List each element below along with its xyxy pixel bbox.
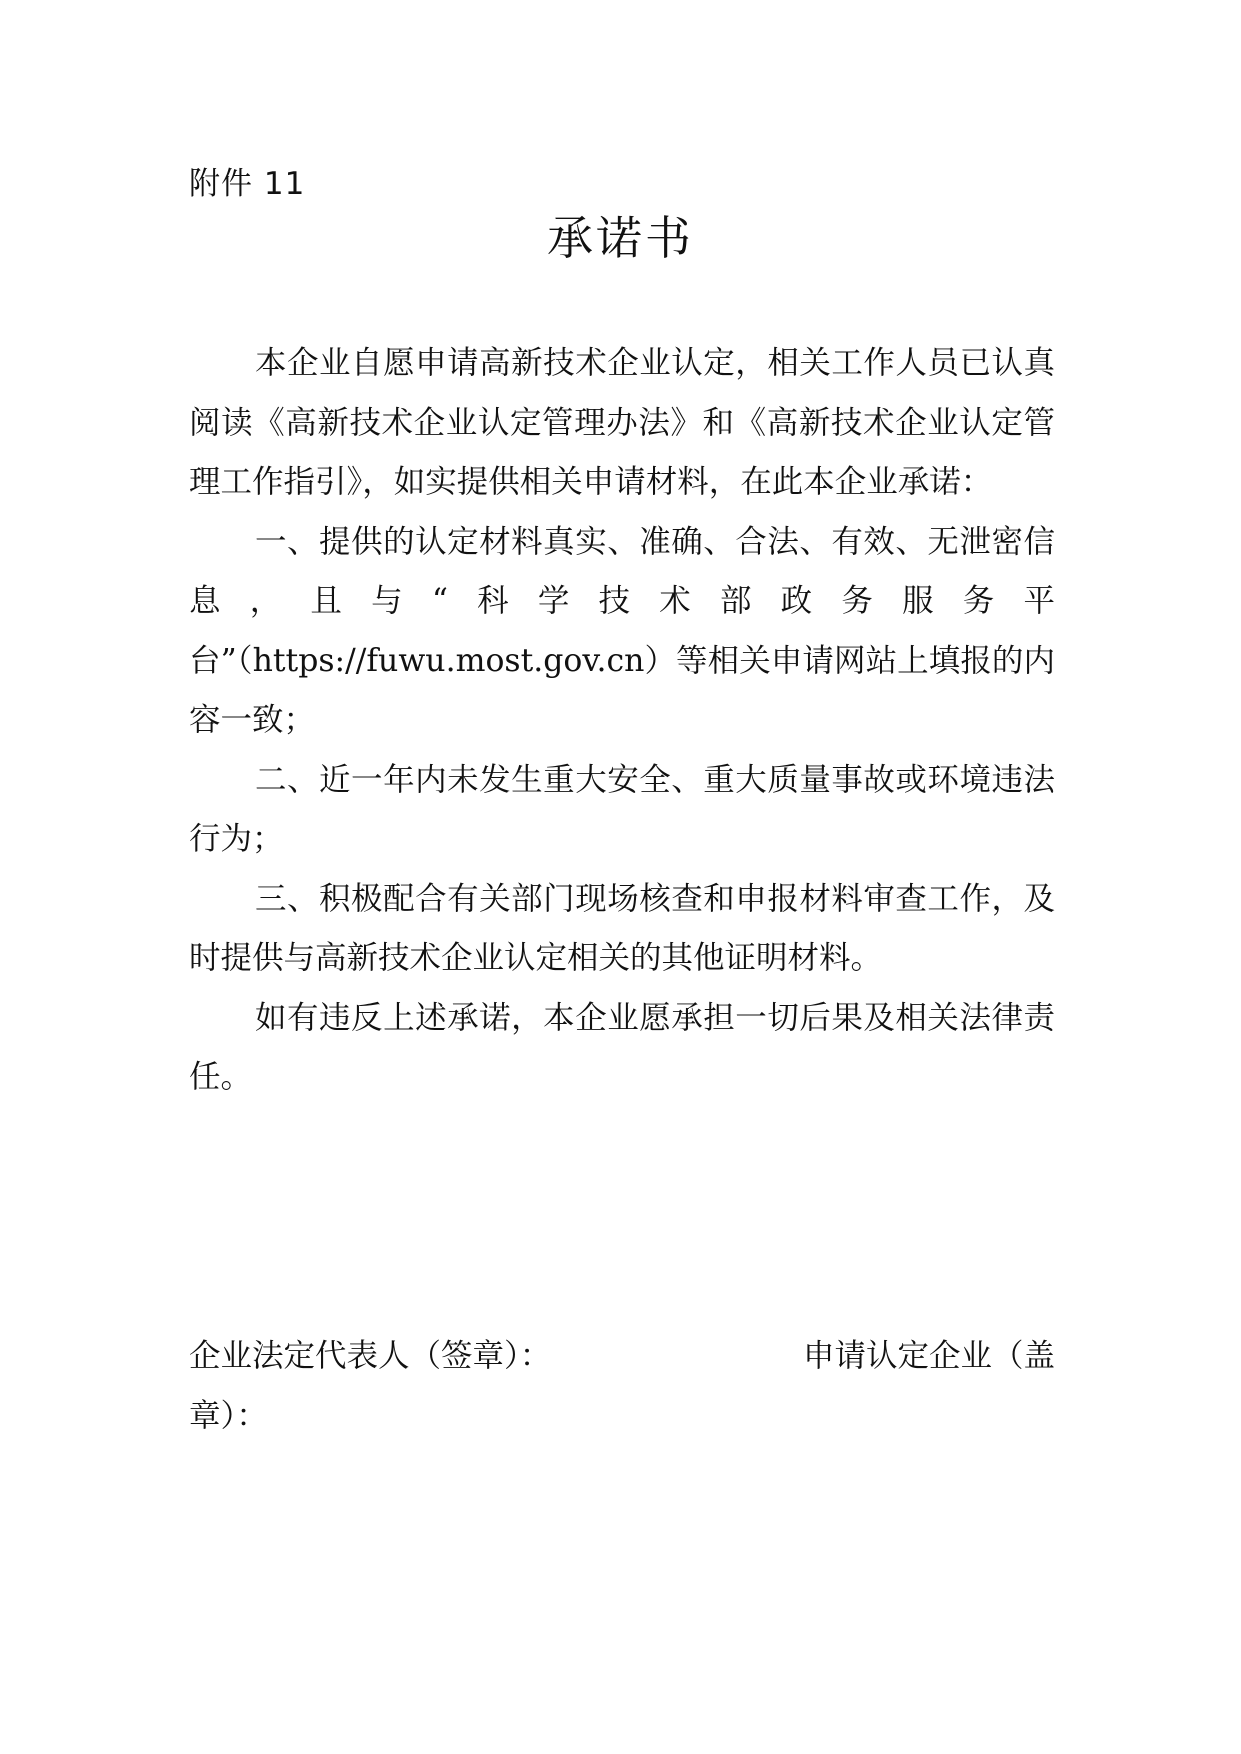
company-seal-label-continued: 章）： xyxy=(189,1397,268,1434)
signature-line xyxy=(189,1327,1055,1387)
legal-representative-signature-label: 企业法定代表人（签章）： xyxy=(189,1338,552,1374)
commitment-item-2: 二、近一年内未发生重大安全、重大质量事故或环境违法行为； xyxy=(189,761,1055,857)
document-body xyxy=(189,334,1055,1108)
commitment-item-3: 三、积极配合有关部门现场核查和申报材料审查工作，及时提供与高新技术企业认定相关的其他证明材料。 xyxy=(189,880,1055,976)
document-title: 承诺书 xyxy=(547,211,694,265)
signature-block xyxy=(189,1327,1055,1446)
commitment-item-1: 一、提供的认定材料真实、准确、合法、有效、无泄密信息，且与“科学技术部政务服务平台”（https://fuwu.most.gov.cn）等相关申请网站上填报的内容一致； xyxy=(189,523,1055,738)
liability-statement: 如有违反上述承诺，本企业愿承担一切后果及相关法律责任。 xyxy=(189,999,1055,1095)
attachment-label: 附件 11 xyxy=(189,166,306,202)
company-seal-label: 申请认定企业（盖 xyxy=(802,1338,1055,1374)
intro-paragraph: 本企业自愿申请高新技术企业认定，相关工作人员已认真阅读《高新技术企业认定管理办法》和《高新技术企业认定管理工作指引》，如实提供相关申请材料，在此本企业承诺： xyxy=(189,345,1055,500)
